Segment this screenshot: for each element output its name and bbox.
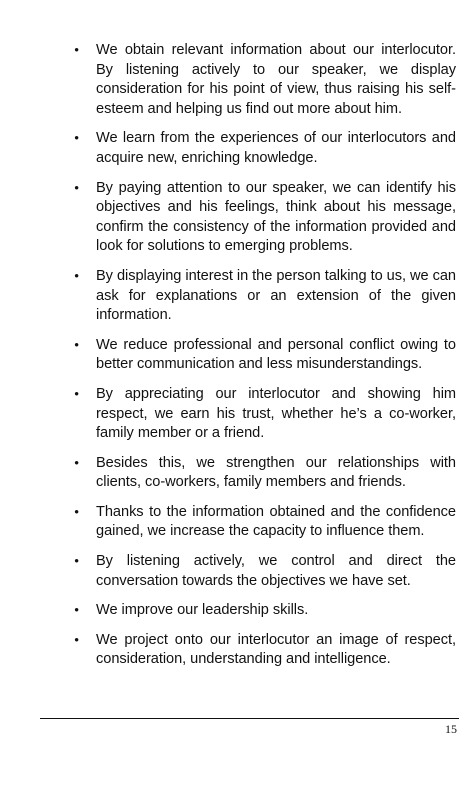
bullet-icon: • — [74, 386, 80, 403]
bullet-icon: • — [74, 554, 80, 571]
bullet-icon: • — [74, 180, 80, 197]
bullet-icon: • — [74, 603, 80, 620]
bullet-item — [0, 179, 475, 257]
bullet-text: We reduce professional and personal conflict owing to better communication and less misunderstandings. — [96, 336, 456, 373]
bullet-text: By displaying interest in the person talking to us, we can ask for explanations or an extension of the given information. — [96, 267, 456, 324]
bullet-text: Besides this, we strengthen our relationships with clients, co-workers, family members and friends. — [96, 454, 456, 491]
bullet-text: We obtain relevant information about our interlocutor. By listening actively to our speaker, we display consideration for his point of view, thus raising his self-esteem and helping us find out more about him. — [96, 42, 456, 117]
bullet-text: Thanks to the information obtained and the confidence gained, we increase the capacity to influence them. — [96, 503, 456, 540]
footer-divider — [40, 718, 459, 719]
bullet-text: We project onto our interlocutor an image of respect, consideration, understanding and intelligence. — [96, 631, 456, 668]
benefits-bullet-list — [0, 41, 475, 680]
bullet-item — [0, 631, 475, 670]
bullet-icon: • — [74, 268, 80, 285]
bullet-item — [0, 601, 475, 621]
bullet-item — [0, 336, 475, 375]
bullet-icon: • — [74, 632, 80, 649]
bullet-text: By paying attention to our speaker, we can identify his objectives and his feelings, think about his message, confirm the consistency of the information provided and look for solutions to emerging problems. — [96, 179, 456, 255]
bullet-item — [0, 503, 475, 542]
bullet-item — [0, 129, 475, 168]
bullet-item — [0, 267, 475, 326]
bullet-icon: • — [74, 131, 80, 148]
bullet-icon: • — [74, 337, 80, 354]
bullet-text: We learn from the experiences of our interlocutors and acquire new, enriching knowledge. — [96, 130, 456, 166]
bullet-item — [0, 454, 475, 493]
bullet-icon: • — [74, 43, 80, 59]
bullet-text: By appreciating our interlocutor and showing him respect, we earn his trust, whether he’s a co-worker, family member or a friend. — [96, 385, 456, 442]
bullet-text: By listening actively, we control and direct the conversation towards the objectives we have set. — [96, 553, 456, 589]
bullet-item — [0, 385, 475, 444]
bullet-item — [0, 552, 475, 591]
bullet-icon: • — [74, 504, 80, 521]
bullet-text: We improve our leadership skills. — [96, 602, 309, 619]
page-number: 15 — [445, 722, 457, 736]
bullet-icon: • — [74, 455, 80, 472]
bullet-item — [0, 41, 475, 119]
